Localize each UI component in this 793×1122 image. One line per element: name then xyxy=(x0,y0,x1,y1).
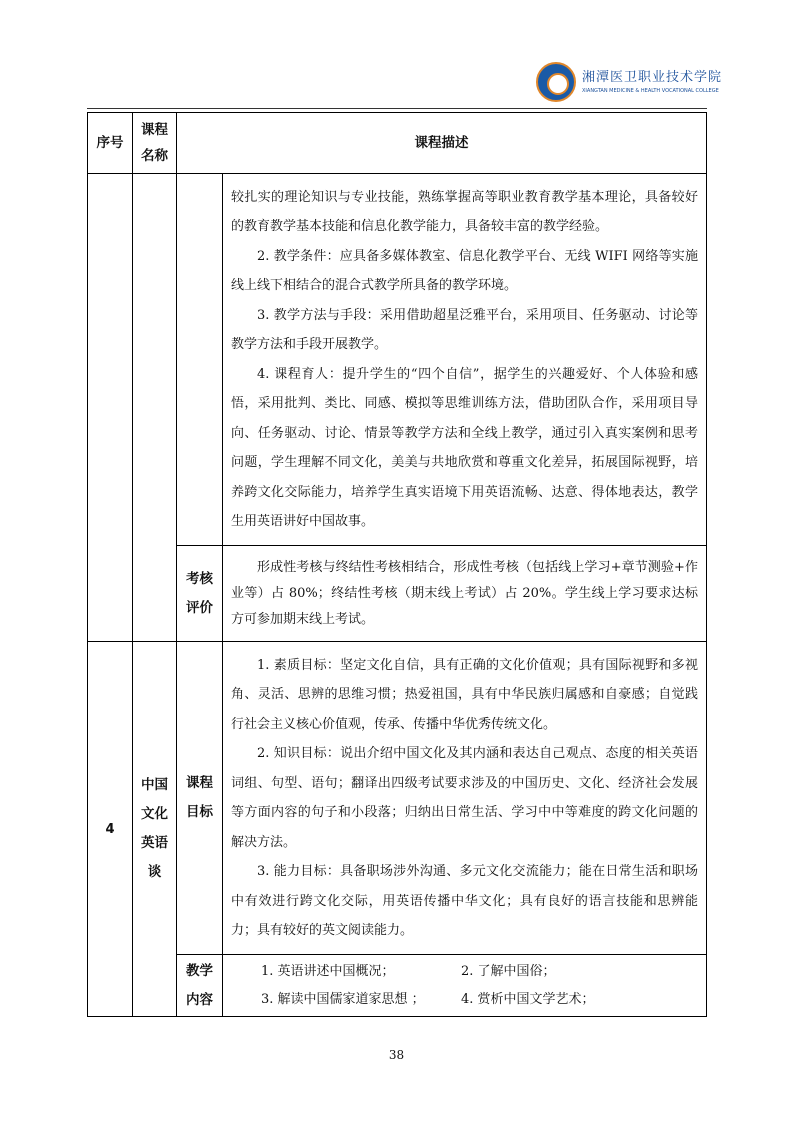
table-row xyxy=(88,642,707,955)
name-line: 谈 xyxy=(147,864,162,880)
list-item: 1. 英语讲述中国概况； xyxy=(261,963,395,979)
paragraph: 4. 课程育人：提升学生的“四个自信”，据学生的兴趣爱好、个人体验和感悟，采用批判、类比、同感、模拟等思维训练方法，借助团队合作，采用项目导向、任务驱动、讨论、情景等教学方法和全线上教学，通过引入真实案例和思考问题，学生理解不同文化，美美与共地欣赏和尊重文化差异，拓展国际视野，培养跨文化交际能力，培养学生真实语境下用英语流畅、达意、得体地表达，教学生用英语讲好中国故事。 xyxy=(231,366,698,529)
label-line: 内容 xyxy=(186,991,213,1008)
label-line: 教学 xyxy=(186,962,213,979)
paragraph: 3. 教学方法与手段：采用借助超星泛雅平台，采用项目、任务驱动、讨论等教学方法和手段开展教学。 xyxy=(231,307,698,352)
course-name xyxy=(133,642,177,1017)
header-description: 课程描述 xyxy=(177,113,707,174)
name-line: 英语 xyxy=(141,835,168,851)
list-item: 2. 了解中国俗； xyxy=(461,963,556,979)
cell-sub-empty xyxy=(177,174,223,546)
label-line: 目标 xyxy=(186,804,213,820)
goals-label xyxy=(177,642,223,955)
name-line: 中国 xyxy=(141,777,168,793)
table-row xyxy=(88,174,707,546)
header-course-name xyxy=(133,113,177,174)
header-rule xyxy=(87,108,707,109)
logo-english-name: XIANGTAN MEDICINE & HEALTH VOCATIONAL COLLEGE xyxy=(582,88,719,94)
course-table xyxy=(87,112,707,1017)
content-list xyxy=(231,958,698,1014)
paragraph: 3. 能力目标：具备职场涉外沟通、多元文化交流能力；能在日常生活和职场中有效进行跨文化交际，用英语传播中华文化；具有良好的语言技能和思辨能力；具有较好的英文阅读能力。 xyxy=(231,864,698,938)
content-label xyxy=(177,955,223,1017)
content-cell xyxy=(223,955,707,1017)
label-line: 课程 xyxy=(186,775,213,791)
header-name-line1: 课程 xyxy=(141,122,168,138)
assessment-cell xyxy=(223,546,707,642)
header-name-line2: 名称 xyxy=(141,148,168,164)
list-item: 4. 赏析中国文学艺术； xyxy=(461,991,595,1007)
logo-chinese-name: 湘潭医卫职业技术学院 xyxy=(582,70,723,85)
page-number: 38 xyxy=(388,1048,405,1062)
cell-name-empty xyxy=(133,174,177,642)
paragraph: 1. 素质目标：坚定文化自信，具有正确的文化价值观；具有国际视野和多视角、灵活、思辨的思维习惯；热爱祖国，具有中华民族归属感和自豪感；自觉践行社会主义核心价值观，传承、传播中华优秀传统文化。 xyxy=(231,657,698,732)
goals-cell xyxy=(223,642,707,955)
paragraph: 2. 知识目标：说出介绍中国文化及其内涵和表达自己观点、态度的相关英语词组、句型、语句；翻译出四级考试要求涉及的中国历史、文化、经济社会发展等方面内容的句子和小段落；归纳出日常生活、学习中中等难度的跨文化问题的解决方法。 xyxy=(231,746,698,850)
assessment-label xyxy=(177,546,223,642)
table-row xyxy=(88,546,707,642)
table-row xyxy=(88,955,707,1017)
cell-index-empty xyxy=(88,174,133,642)
paragraph: 2. 教学条件：应具备多媒体教室、信息化教学平台、无线 WIFI 网络等实施线上线下相结合的混合式教学所具备的教学环境。 xyxy=(231,248,698,293)
name-line: 文化 xyxy=(141,806,168,822)
table-header-row xyxy=(88,113,707,174)
label-line: 考核 xyxy=(186,570,213,587)
assessment-text: 形成性考核与终结性考核相结合，形成性考核（包括线上学习+章节测验+作业等）占 80%；终结性考核（期末线上考试）占 20%。学生线上学习要求达标方可参加期末线上考试。 xyxy=(231,559,698,627)
college-logo xyxy=(536,62,723,106)
label-line: 评价 xyxy=(186,599,213,616)
paragraph: 较扎实的理论知识与专业技能，熟练掌握高等职业教育教学基本理论，具备较好的教育教学基本技能和信息化教学能力，具备较丰富的教学经验。 xyxy=(231,189,698,234)
course-index: 4 xyxy=(88,642,133,1017)
header-index: 序号 xyxy=(88,113,133,174)
list-item: 3. 解读中国儒家道家思想 ； xyxy=(261,991,425,1007)
college-emblem-icon xyxy=(536,62,576,102)
teaching-requirements-cell xyxy=(223,174,707,546)
